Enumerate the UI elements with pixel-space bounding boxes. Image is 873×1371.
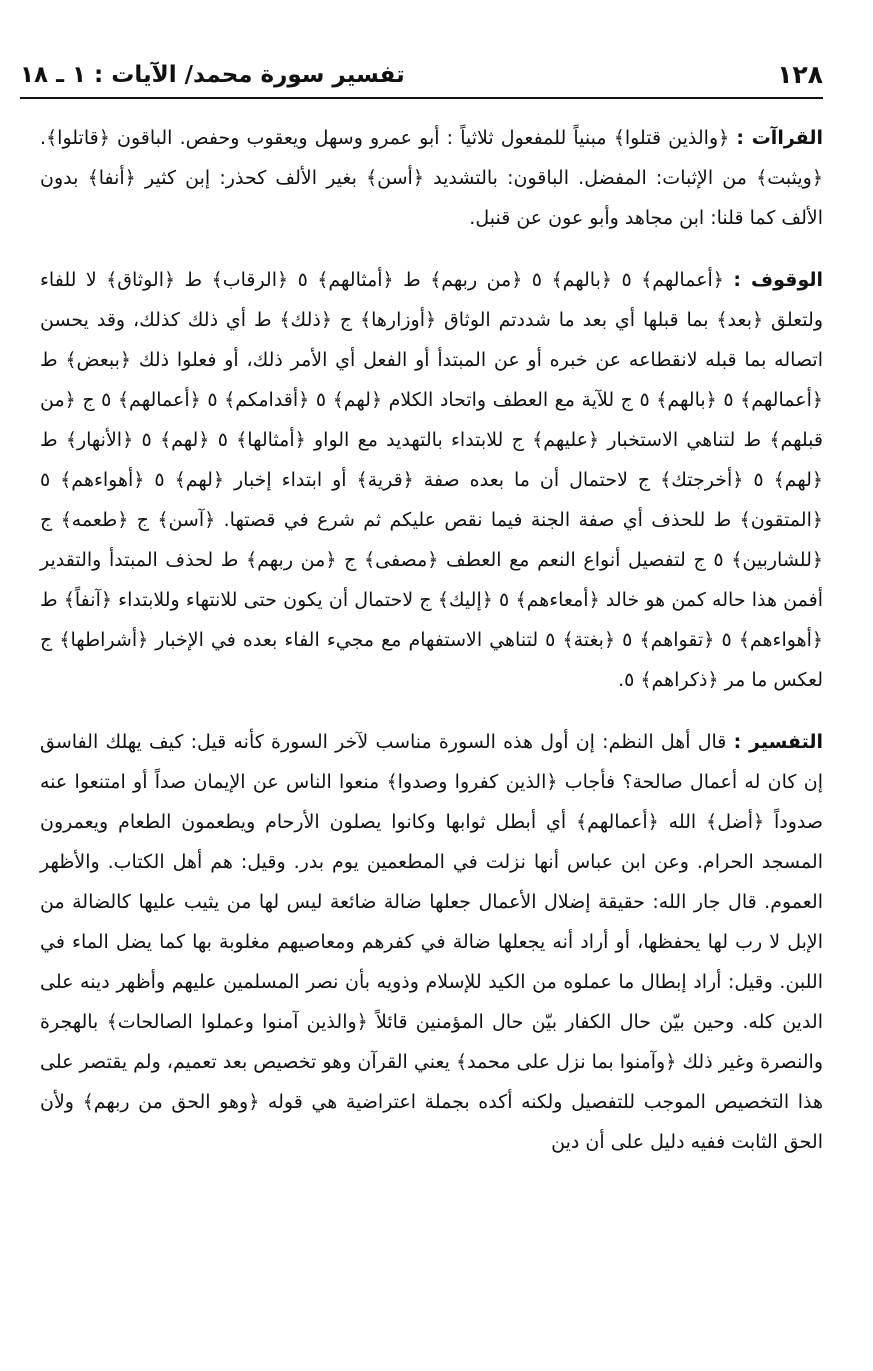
running-title: تفسير سورة محمد/ الآيات : ١ ـ ١٨: [20, 62, 405, 88]
page-number: ١٢٨: [777, 60, 823, 89]
page-content: [40, 118, 823, 1311]
tafsir-text: قال أهل النظم: إن أول هذه السورة مناسب لآخر السورة كأنه قيل: كيف يهلك الفاسق إن كان له أعمال صالحة؟ فأجاب ﴿الذين كفروا وصدوا﴾ منعوا الناس عن الإيمان صداً أو امتنعوا عنه صدوداً ﴿أضل﴾ الله ﴿أعمالهم﴾ أي أبطل ثوابها وكانوا يصلون الأرحام ويطعمون الطعام ويعمرون المسجد الحرام. وعن ابن عباس أنها نزلت في المطعمين يوم بدر. وقيل: هم أهل الكتاب. والأظهر العموم. قال جار الله: حقيقة إضلال الأعمال جعلها ضالة ضائعة ليس لها من يثيب عليها كالضالة من الإبل لا رب لها يحفظها، أو أراد أنه يجعلها ضالة في كفرهم ومعاصيهم مغلوبة بها كما يضل الماء في اللبن. وقيل: أراد إبطال ما عملوه من الكيد للإسلام وذويه بأن نصر المسلمين عليهم وأظهر دينه على الدين كله. وحين بيّن حال الكفار بيّن حال المؤمنين قائلاً ﴿والذين آمنوا وعملوا الصالحات﴾ بالهجرة والنصرة وغير ذلك ﴿وآمنوا بما نزل على محمد﴾ يعني القرآن وهو تخصيص بعد تعميم، ولم يقتصر على هذا التخصيص الموجب للتفصيل ولكنه أكده بجملة اعتراضية هي قوله ﴿وهو الحق من ربهم﴾ ولأن الحق الثابت ففيه دليل على أن دين: [40, 731, 823, 1153]
page-header: [20, 55, 823, 99]
wuquf-text: ﴿أعمالهم﴾ ٥ ﴿بالهم﴾ ٥ ﴿من ربهم﴾ ط ﴿أمثالهم﴾ ٥ ﴿الرقاب﴾ ط ﴿الوثاق﴾ لا للفاء ولتعلق ﴿بعد﴾ بما قبلها أي بعد ما شددتم الوثاق ﴿أوزارها﴾ ج ﴿ذلك﴾ ط أي ذلك كذلك، وقد يحسن اتصاله بما قبله لانقطاعه عن خبره أو عن المبتدأ أو الفعل أي الأمر ذلك، أو فعلوا ذلك ﴿ببعض﴾ ط ﴿أعمالهم﴾ ٥ ﴿بالهم﴾ ٥ ج للآية مع العطف واتحاد الكلام ﴿لهم﴾ ٥ ﴿أقدامكم﴾ ٥ ﴿أعمالهم﴾ ٥ ج ﴿من قبلهم﴾ ط لتناهي الاستخبار ﴿عليهم﴾ ج للابتداء بالتهديد مع الواو ﴿أمثالها﴾ ٥ ﴿لهم﴾ ٥ ﴿الأنهار﴾ ط ﴿لهم﴾ ٥ ﴿أخرجتك﴾ ج لاحتمال أن ما بعده صفة ﴿قرية﴾ أو ابتداء إخبار ﴿لهم﴾ ٥ ﴿أهواءهم﴾ ٥ ﴿المتقون﴾ ط للحذف أي صفة الجنة فيما نقص عليكم ثم شرع في قصتها. ﴿آسن﴾ ج ﴿طعمه﴾ ج ﴿للشاربين﴾ ٥ ج لتفصيل أنواع النعم مع العطف ﴿مصفى﴾ ج ﴿من ربهم﴾ ط لحذف المبتدأ والتقدير أفمن هذا حاله كمن هو خالد ﴿أمعاءهم﴾ ٥ ﴿إليك﴾ ج لاحتمال أن يكون حتى للانتهاء وللابتداء ﴿آنفاً﴾ ط ﴿أهواءهم﴾ ٥ ﴿تقواهم﴾ ٥ ﴿بغتة﴾ ٥ لتناهي الاستفهام مع مجيء الفاء بعده في الإخبار ﴿أشراطها﴾ ج لعكس ما مر ﴿ذكراهم﴾ ٥.: [40, 269, 824, 691]
tafsir-paragraph: [40, 722, 823, 1162]
wuquf-paragraph: [40, 260, 823, 700]
tafsir-label: التفسير :: [733, 731, 823, 753]
qiraat-label: القراآت :: [736, 127, 823, 149]
qiraat-text: ﴿والذين قتلوا﴾ مبنياً للمفعول ثلاثياً : أبو عمرو وسهل ويعقوب وحفص. الباقون ﴿قاتلوا﴾. ﴿ويثبت﴾ من الإثبات: المفضل. الباقون: بالتشديد ﴿أسن﴾ بغير الألف كحذر: إبن كثير ﴿أنفا﴾ بدون الألف كما قلنا: ابن مجاهد وأبو عون عن قنبل.: [40, 127, 823, 229]
qiraat-paragraph: [40, 118, 823, 238]
wuquf-label: الوقوف :: [733, 269, 824, 291]
